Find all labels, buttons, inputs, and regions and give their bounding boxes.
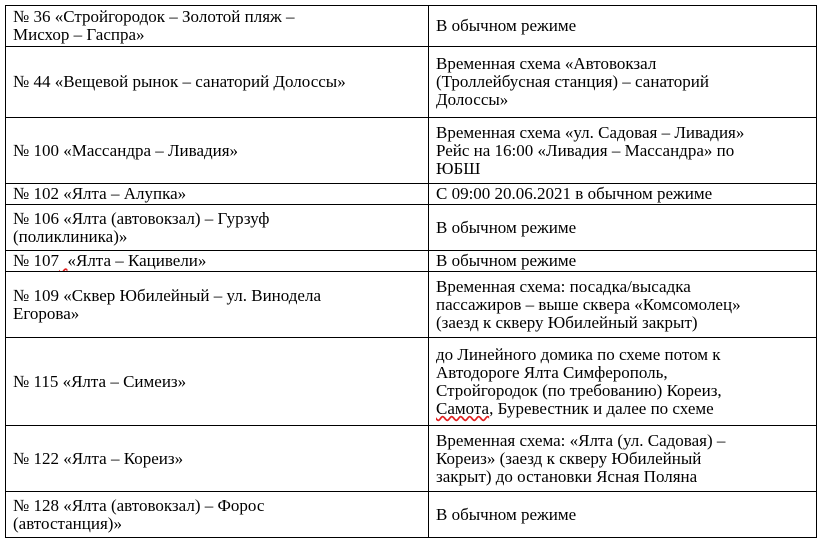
mode-cell xyxy=(429,118,817,184)
route-cell xyxy=(6,118,429,184)
route-cell xyxy=(6,205,429,251)
route-cell xyxy=(6,6,429,47)
mode-text: Временная схема: «Ялта (ул. Садовая) – Кореиз» (заезд к скверу Юбилейный закрыт) до остановки Ясная Поляна xyxy=(436,430,726,486)
table-row xyxy=(6,47,817,118)
route-name: № 109 «Сквер Юбилейный – ул. Винодела Егорова» xyxy=(13,285,322,323)
mode-text: В обычном режиме xyxy=(436,251,577,270)
route-name: № 122 «Ялта – Кореиз» xyxy=(13,448,184,468)
mode-text: В обычном режиме xyxy=(436,217,577,237)
mode-cell xyxy=(429,184,817,205)
mode-text-line: Автодороге Ялта Симферополь, xyxy=(436,362,668,382)
mode-text-rest: , Буревестник и далее по схеме xyxy=(489,398,714,418)
mode-cell xyxy=(429,426,817,492)
route-name: № 115 «Ялта – Симеиз» xyxy=(13,371,187,391)
spellcheck-word: Самота xyxy=(436,398,490,418)
table-row xyxy=(6,426,817,492)
mode-text-line: Стройгородок (по требованию) Кореиз, xyxy=(436,380,722,400)
route-cell xyxy=(6,251,429,272)
route-cell xyxy=(6,338,429,426)
route-cell xyxy=(6,492,429,538)
mode-cell xyxy=(429,272,817,338)
mode-text: Временная схема «Автовокзал (Троллейбусная станция) – санаторий Долоссы» xyxy=(436,54,709,109)
mode-cell xyxy=(429,492,817,538)
table-row xyxy=(6,6,817,47)
routes-table xyxy=(5,5,817,538)
mode-cell xyxy=(429,338,817,426)
mode-text: В обычном режиме xyxy=(436,16,577,35)
table-row xyxy=(6,205,817,251)
route-name: № 36 «Стройгородок – Золотой пляж – Мисхор – Гаспра» xyxy=(13,7,295,44)
mode-cell xyxy=(429,251,817,272)
table-row xyxy=(6,272,817,338)
route-number: № 107 xyxy=(13,251,59,270)
mode-cell xyxy=(429,205,817,251)
route-name: «Ялта – Кацивели» xyxy=(67,251,207,270)
table-row xyxy=(6,184,817,205)
mode-text: Временная схема: посадка/высадка пассажиров – выше сквера «Комсомолец» (заезд к скверу Юбилейный закрыт) xyxy=(436,276,741,332)
route-cell xyxy=(6,184,429,205)
route-name: № 106 «Ялта (автовокзал) – Гурзуф (поликлиника)» xyxy=(13,208,270,246)
route-cell xyxy=(6,426,429,492)
table-row xyxy=(6,118,817,184)
mode-text: В обычном режиме xyxy=(436,504,577,524)
mode-cell xyxy=(429,47,817,118)
mode-cell xyxy=(429,6,817,47)
route-cell xyxy=(6,47,429,118)
route-name: № 102 «Ялта – Алупка» xyxy=(13,184,187,203)
route-name: № 100 «Массандра – Ливадия» xyxy=(13,140,239,160)
table-row xyxy=(6,492,817,538)
mode-text: С 09:00 20.06.2021 в обычном режиме xyxy=(436,184,713,203)
route-cell xyxy=(6,272,429,338)
route-name: № 44 «Вещевой рынок – санаторий Долоссы» xyxy=(13,72,346,91)
mode-text: Временная схема «ул. Садовая – Ливадия» Рейс на 16:00 «Ливадия – Массандра» по ЮБШ xyxy=(436,122,745,178)
route-name: № 128 «Ялта (автовокзал) – Форос (автостанция)» xyxy=(13,495,265,533)
mode-text-line xyxy=(436,400,809,418)
mode-text-line: до Линейного домика по схеме потом к xyxy=(436,344,721,364)
table-row xyxy=(6,338,817,426)
table-row xyxy=(6,251,817,272)
